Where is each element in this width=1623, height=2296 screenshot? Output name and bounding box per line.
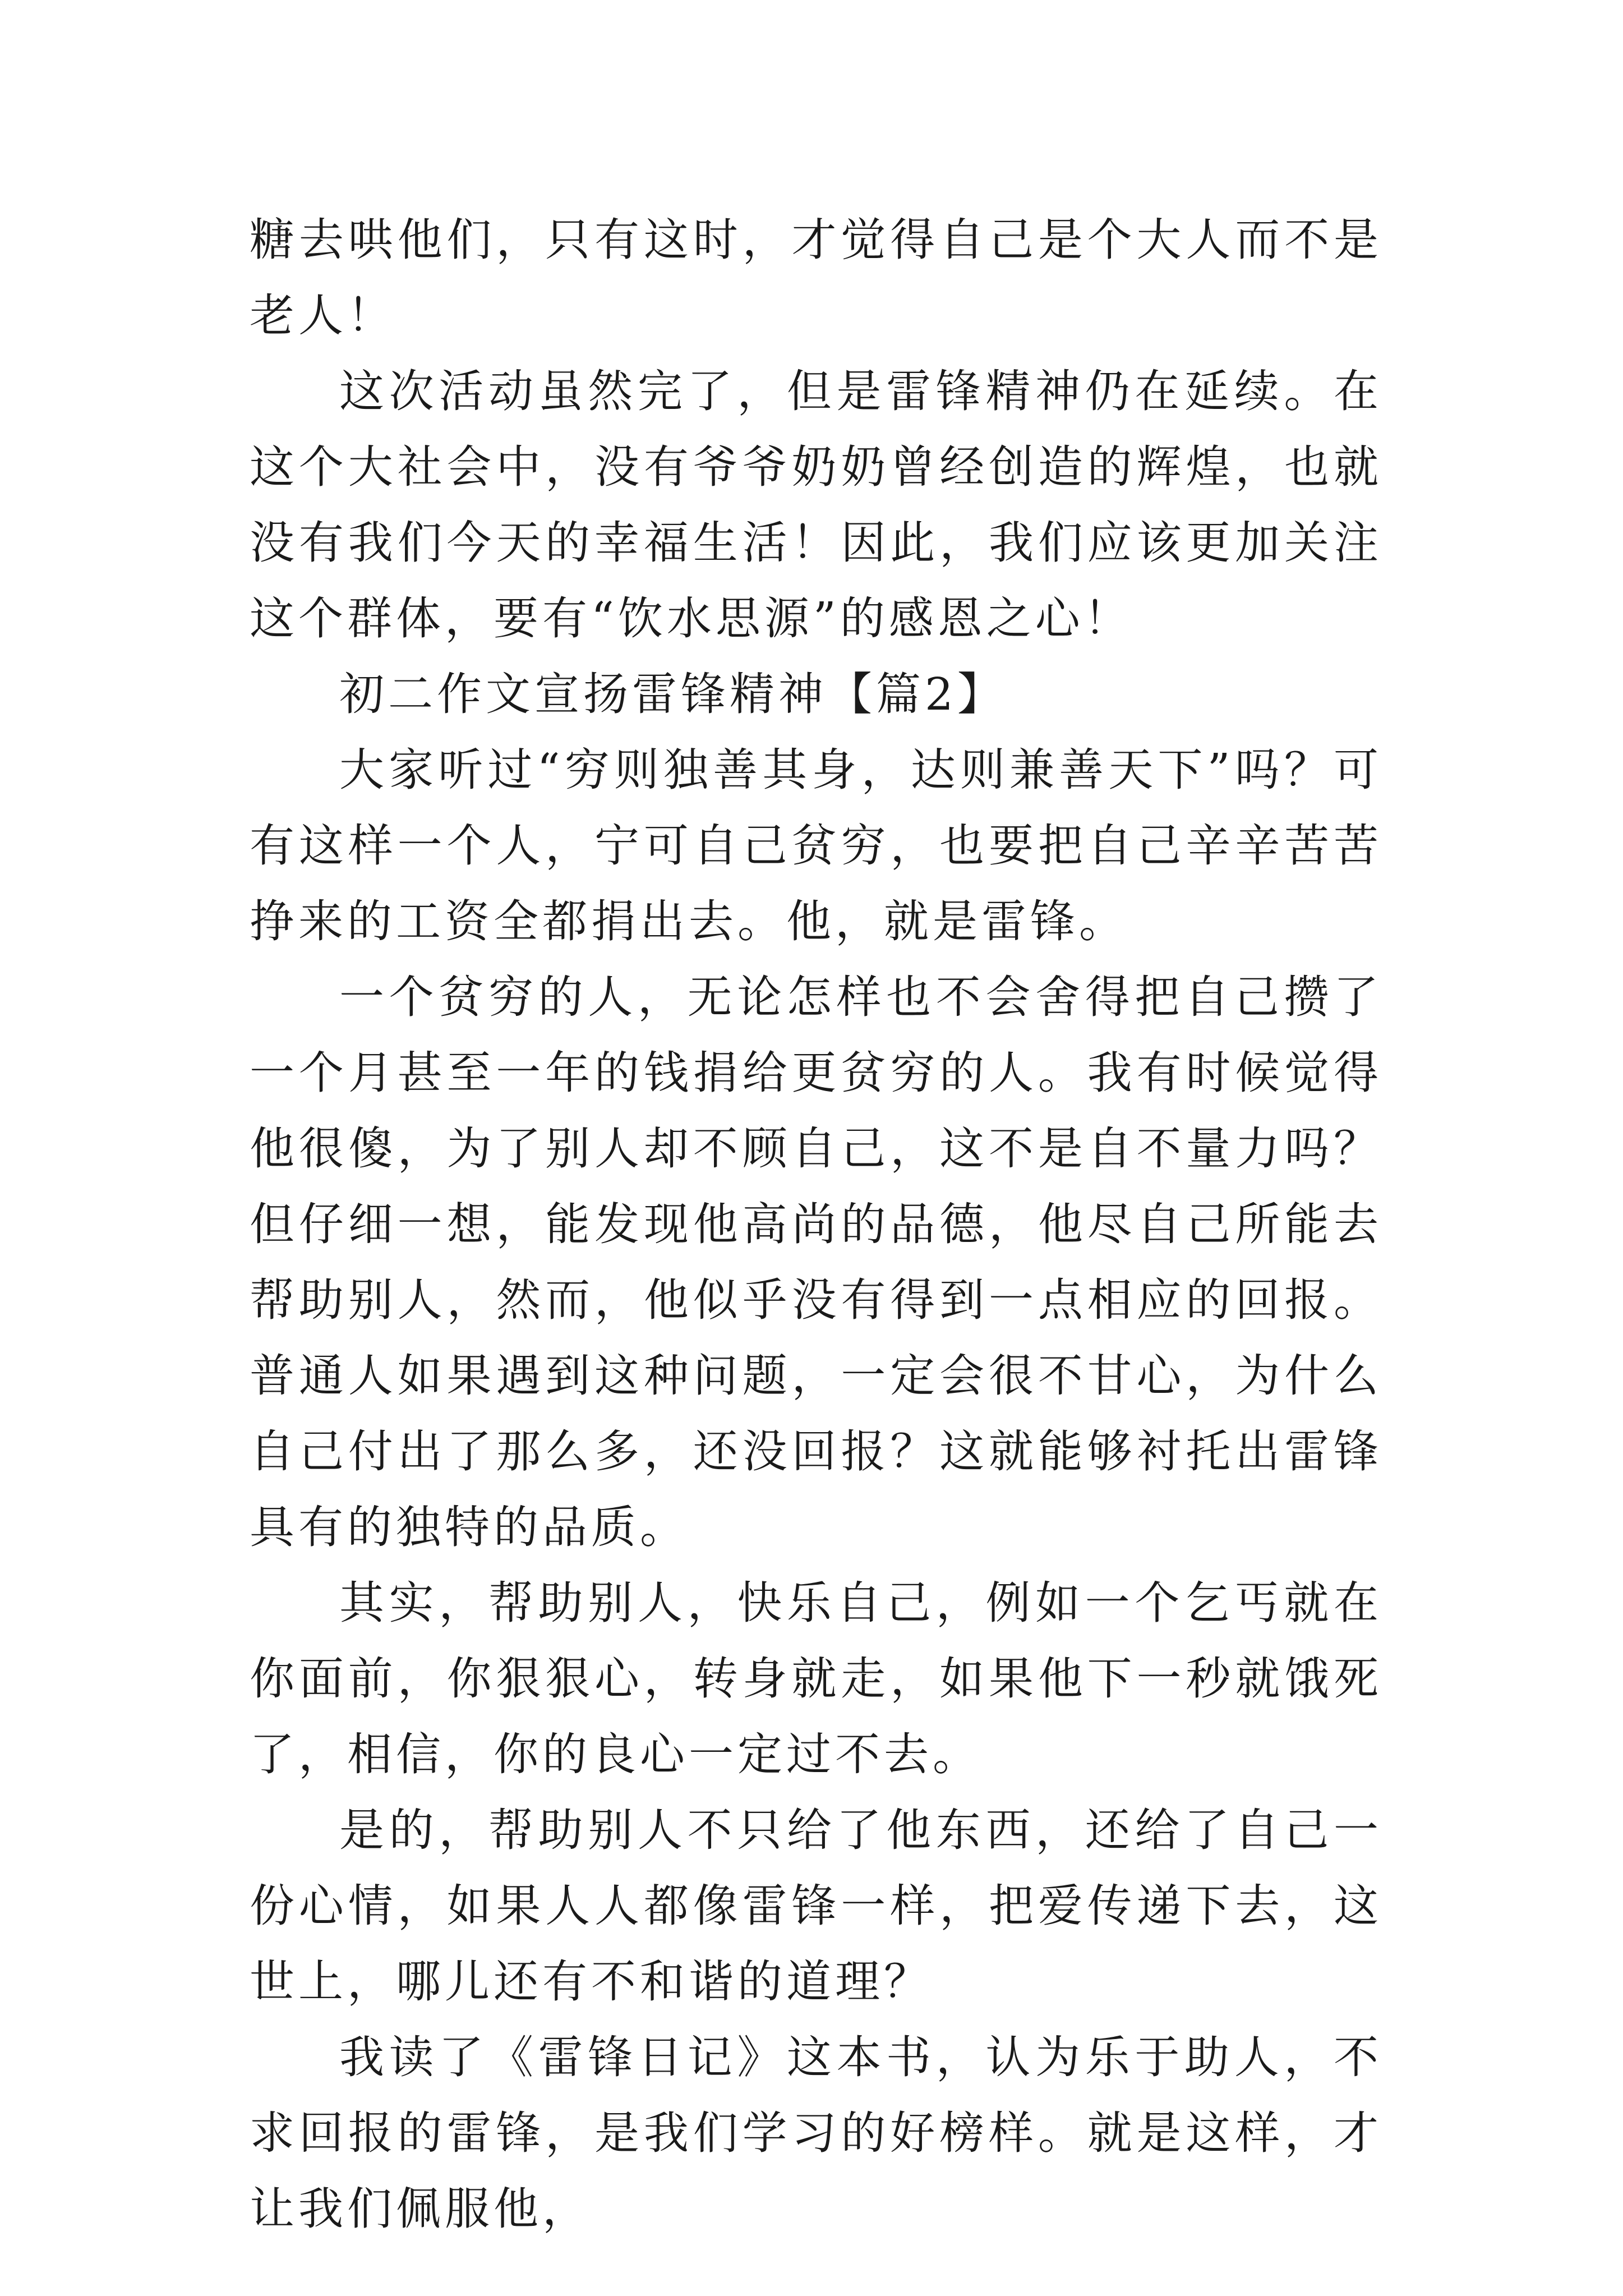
paragraph-diary: 我读了《雷锋日记》这本书，认为乐于助人，不求回报的雷锋，是我们学习的好榜样。就是这样，才让我们佩服他， — [250, 2031, 1382, 2235]
paragraph-helping-others: 是的，帮助别人不只给了他东西，还给了自己一份心情，如果人人都像雷锋一样，把爱传递下去，这世上，哪儿还有不和谐的道理？ — [250, 1804, 1382, 2008]
paragraph-activity-ending: 这次活动虽然完了，但是雷锋精神仍在延续。在这个大社会中，没有爷爷奶奶曾经创造的辉煌，也就没有我们今天的幸福生活！因此，我们应该更加关注这个群体，要有“饮水思源”的感恩之心！ — [250, 365, 1382, 645]
paragraph-poor-person: 一个贫穷的人，无论怎样也不会舍得把自己攒了一个月甚至一年的钱捐给更贫穷的人。我有时候觉得他很傻，为了别人却不顾自己，这不是自不量力吗？但仔细一想，能发现他高尚的品德，他尽自己所能去帮助别人，然而，他似乎没有得到一点相应的回报。普通人如果遇到这种问题，一定会很不甘心，为什么自己付出了那么多，还没回报？这就能够衬托出雷锋具有的独特的品质。 — [250, 971, 1382, 1553]
section-title: 初二作文宣扬雷锋精神【篇2】 — [339, 668, 1006, 720]
document-body — [250, 202, 1382, 2247]
paragraph-intro: 大家听过“穷则独善其身，达则兼善天下”吗？可有这样一个人，宁可自己贫穷，也要把自己辛辛苦苦挣来的工资全都捐出去。他，就是雷锋。 — [250, 744, 1382, 947]
continuation-paragraph: 糖去哄他们，只有这时，才觉得自己是个大人而不是老人！ — [250, 214, 1382, 342]
paragraph-beggar: 其实，帮助别人，快乐自己，例如一个乞丐就在你面前，你狠狠心，转身就走，如果他下一秒就饿死了，相信，你的良心一定过不去。 — [250, 1577, 1382, 1780]
